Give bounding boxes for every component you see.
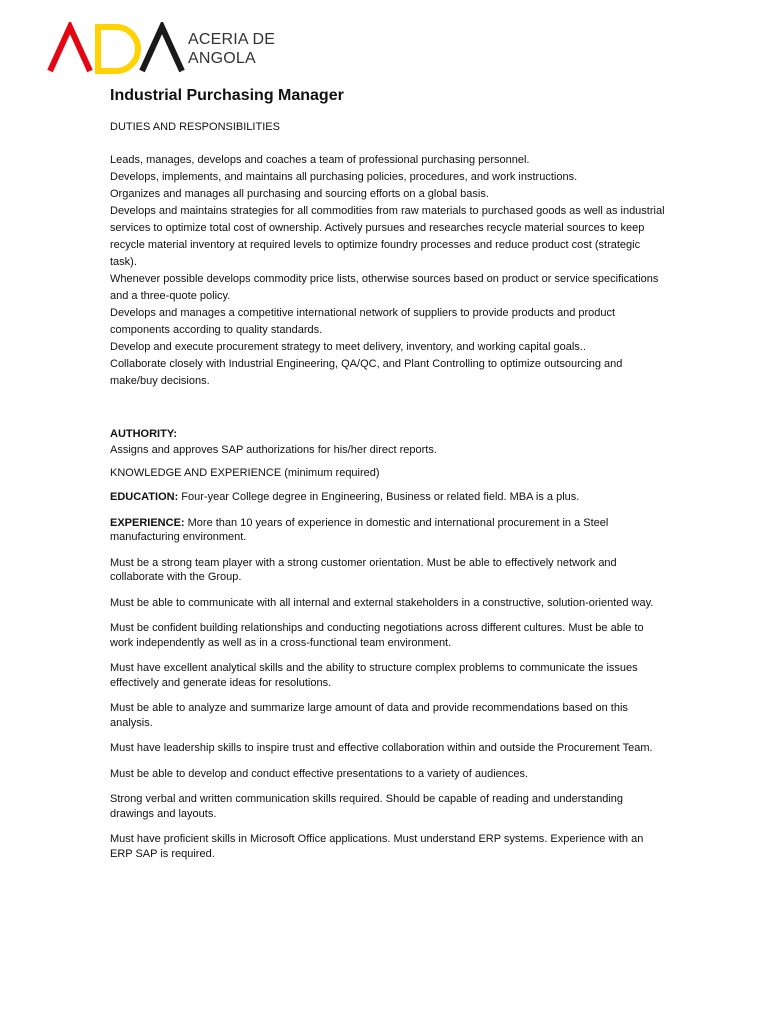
requirement-item: Must have excellent analytical skills and the ability to structure complex problems to communicate the issues effectively and generate ideas for resolutions. [110, 662, 638, 689]
requirement-item: Must be able to develop and conduct effective presentations to a variety of audiences. [110, 767, 529, 780]
duty-item: Develops and manages a competitive international network of suppliers to provide products and product components according to quality standards. [110, 307, 616, 336]
knowledge-heading: KNOWLEDGE AND EXPERIENCE (minimum required) [110, 466, 380, 479]
requirement-item: Must be able to communicate with all internal and external stakeholders in a constructive, solution-oriented way. [110, 596, 654, 609]
company-logo [46, 22, 186, 74]
company-name [188, 30, 275, 68]
duties-list [110, 152, 665, 390]
duty-item: Whenever possible develops commodity price lists, otherwise sources based on product or service specifications and a three-quote policy. [110, 273, 659, 302]
duty-item: Leads, manages, develops and coaches a team of professional purchasing personnel. [110, 154, 530, 166]
company-name-line2: ANGOLA [188, 50, 256, 67]
requirement-item: Must be a strong team player with a strong customer orientation. Must be able to effectively network and collaborate with the Group. [110, 556, 617, 583]
requirement-item: Strong verbal and written communication skills required. Should be capable of reading and understanding drawings and layouts. [110, 793, 624, 820]
page-title: Industrial Purchasing Manager [110, 87, 344, 104]
education-label: EDUCATION: [110, 491, 179, 503]
duty-item: Develops, implements, and maintains all purchasing policies, procedures, and work instructions. [110, 171, 578, 183]
requirement-item: Must have leadership skills to inspire trust and effective collaboration within and outside the Procurement Team. [110, 742, 653, 754]
duty-item: Develop and execute procurement strategy to meet delivery, inventory, and working capital goals.. [110, 341, 586, 353]
experience-text: More than 10 years of experience in domestic and international procurement in a Steel manufacturing environment. [110, 516, 609, 543]
requirement-item: Must be confident building relationships and conducting negotiations across different cultures. Must be able to work independently as well as in a cross-functional team environment. [110, 622, 644, 649]
company-name-line1: ACERIA DE [188, 31, 276, 48]
requirement-item: Must be able to analyze and summarize large amount of data and provide recommendations based on this analysis. [110, 702, 628, 729]
duty-item: Organizes and manages all purchasing and sourcing efforts on a global basis. [110, 188, 489, 200]
education-paragraph [110, 490, 665, 505]
duty-item: Collaborate closely with Industrial Engineering, QA/QC, and Plant Controlling to optimize outsourcing and make/buy decisions. [110, 358, 623, 387]
job-description [110, 86, 665, 861]
experience-paragraph [110, 516, 665, 545]
duties-heading: DUTIES AND RESPONSIBILITIES [110, 121, 280, 133]
education-text: Four-year College degree in Engineering, Business or related field. MBA is a plus. [178, 491, 580, 503]
requirement-item: Must have proficient skills in Microsoft Office applications. Must understand ERP systems. Experience with an ERP SAP is required. [110, 833, 644, 860]
duty-item: Develops and maintains strategies for all commodities from raw materials to purchased goods as well as industrial services to optimize total cost of ownership. Actively pursues and researches recycle material sources to keep recycle material inventory at required levels to optimize foundry processes and reduce product cost (strategic task). [110, 205, 665, 268]
authority-text: Assigns and approves SAP authorizations for his/her direct reports. [110, 444, 437, 456]
experience-label: EXPERIENCE: [110, 516, 185, 529]
authority-heading: AUTHORITY: [110, 428, 178, 440]
